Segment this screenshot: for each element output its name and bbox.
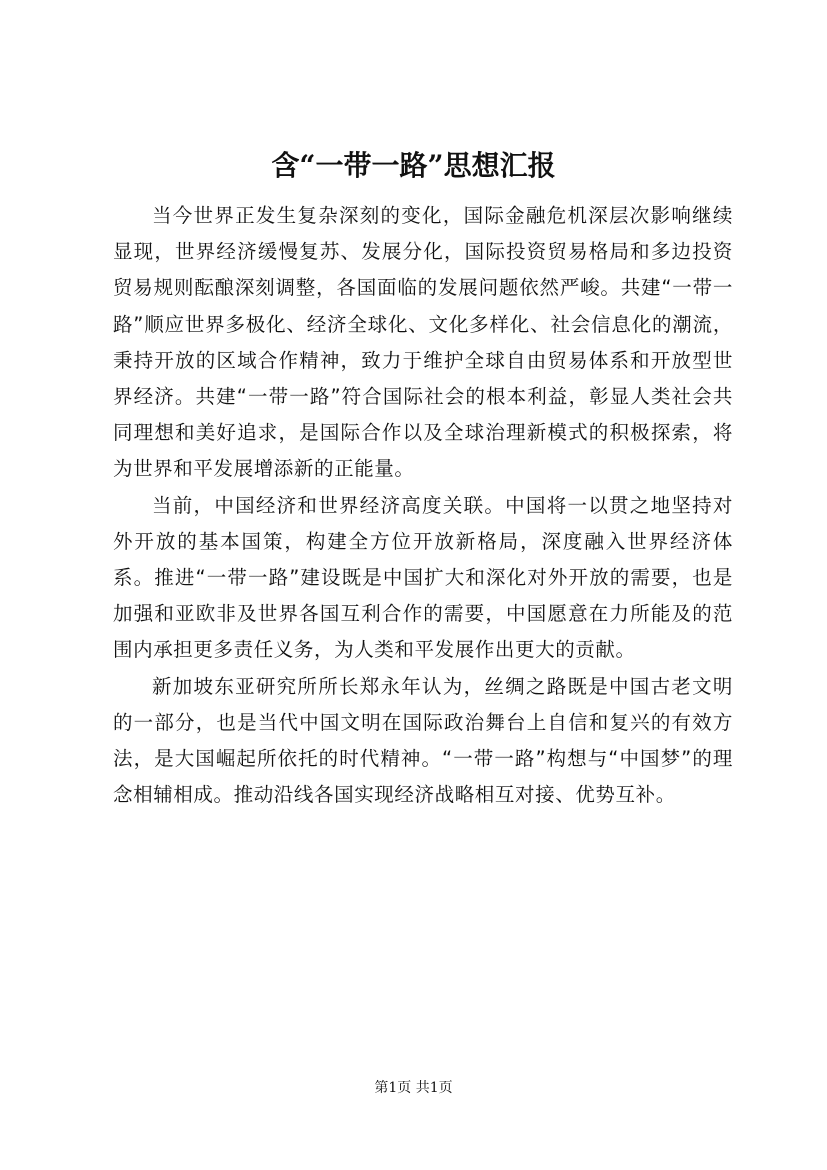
page-number-footer: 第1页 共1页	[374, 1080, 453, 1096]
paragraph-2: 当前，中国经济和世界经济高度关联。中国将一以贯之地坚持对外开放的基本国策，构建全方位开放新格局，深度融入世界经济体系。推进“一带一路”建设既是中国扩大和深化对外开放的需要，也是加强和亚欧非及世界各国互利合作的需要，中国愿意在力所能及的范围内承担更多责任义务，为人类和平发展作出更大的贡献。	[113, 493, 733, 662]
document-body	[113, 198, 733, 813]
paragraph-1: 当今世界正发生复杂深刻的变化，国际金融危机深层次影响继续显现，世界经济缓慢复苏、发展分化，国际投资贸易格局和多边投资贸易规则酝酿深刻调整，各国面临的发展问题依然严峻。共建“一带一路”顺应世界多极化、经济全球化、文化多样化、社会信息化的潮流，秉持开放的区域合作精神，致力于维护全球自由贸易体系和开放型世界经济。共建“一带一路”符合国际社会的根本利益，彰显人类社会共同理想和美好追求，是国际合作以及全球治理新模式的积极探索，将为世界和平发展增添新的正能量。	[113, 204, 733, 481]
paragraph-3: 新加坡东亚研究所所长郑永年认为，丝绸之路既是中国古老文明的一部分，也是当代中国文明在国际政治舞台上自信和复兴的有效方法，是大国崛起所依托的时代精神。“一带一路”构想与“中国梦”的理念相辅相成。推动沿线各国实现经济战略相互对接、优势互补。	[113, 674, 733, 807]
document-title: 含“一带一路”思想汇报	[271, 149, 556, 182]
